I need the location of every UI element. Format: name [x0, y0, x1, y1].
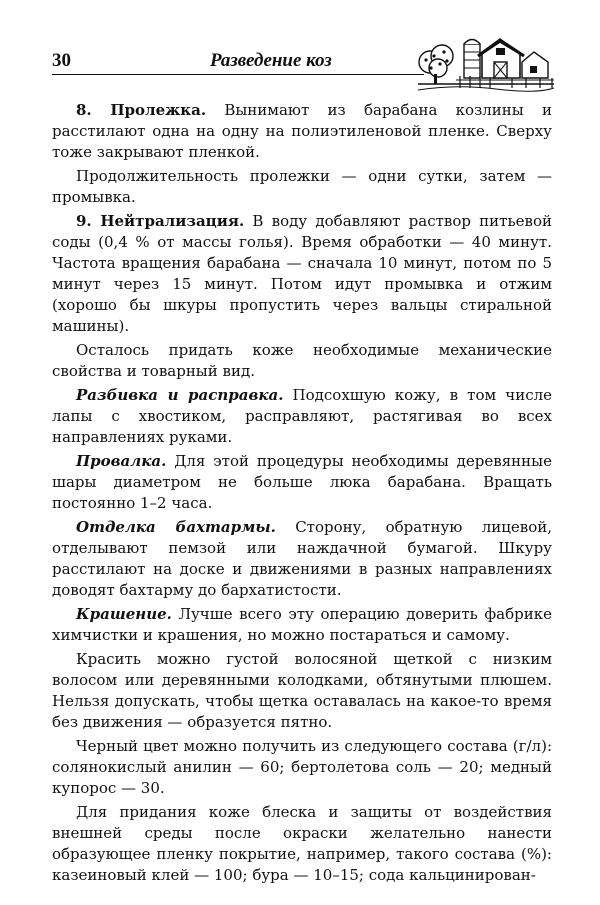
paragraph-text: Продолжительность пролежки — одни сутки, затем — промывка.	[52, 167, 552, 206]
paragraph	[52, 517, 552, 601]
paragraph-text: Подсохшую кожу, в том числе лапы с хвостиком, расправляют, растягивая во всех направлениях руками.	[52, 386, 552, 446]
paragraph	[52, 451, 552, 514]
paragraph-text: Красить можно густой волосяной щеткой с низким волосом или деревянными колодками, обтянутыми плюшем. Нельзя допускать, чтобы щетка оставалась на какое-то время без движения — образуется пятно.	[52, 650, 552, 731]
body-text	[52, 100, 552, 886]
paragraph	[52, 340, 552, 382]
step-heading: Разбивка и расправка.	[76, 386, 284, 404]
paragraph-text: Сторону, обратную лицевой, отделывают пемзой или наждачной бумагой. Шкуру расстилают на доске и движениями в разных направлениях доводят бахтарму до бархатистости.	[52, 518, 552, 599]
farm-illustration-icon	[416, 34, 556, 92]
paragraph-text: Для придания коже блеска и защиты от воздействия внешней среды после окраски желательно нанести образующее пленку покрытие, например, такого состава (%): казеиновый клей — 100; бура — 10–15; сода кальцинирован-	[52, 803, 552, 884]
page-header	[52, 34, 552, 96]
step-heading: Крашение.	[76, 605, 172, 623]
paragraph-text: Лучше всего эту операцию доверить фабрике химчистки и крашения, но можно постараться и самому.	[52, 605, 552, 644]
page-number: 30	[52, 50, 71, 71]
paragraph	[52, 166, 552, 208]
paragraph-text: Черный цвет можно получить из следующего состава (г/л): солянокислый анилин — 60; бертолетова соль — 20; медный купорос — 30.	[52, 737, 552, 797]
step-heading: 9. Нейтрализация.	[76, 212, 245, 230]
running-title: Разведение коз	[210, 50, 332, 71]
paragraph	[52, 736, 552, 799]
paragraph-text: Осталось придать коже необходимые механические свойства и товарный вид.	[52, 341, 552, 380]
step-heading: 8. Пролежка.	[76, 101, 207, 119]
paragraph-text: В воду добавляют раствор питьевой соды (0,4 % от массы голья). Время обработки — 40 минут. Частота вращения барабана — сначала 10 минут, потом по 5 минут через 15 минут. Потом идут промывка и отжим (хорошо бы шкуры пропустить через вальцы стиральной машины).	[52, 212, 552, 335]
paragraph	[52, 100, 552, 163]
step-heading: Отделка бахтармы.	[76, 518, 276, 536]
paragraph-text: Для этой процедуры необходимы деревянные шары диаметром не больше люка барабана. Вращать постоянно 1–2 часа.	[52, 452, 552, 512]
paragraph	[52, 211, 552, 337]
header-rule	[52, 74, 424, 75]
paragraph	[52, 802, 552, 886]
step-heading: Провалка.	[76, 452, 167, 470]
paragraph-text: Вынимают из барабана козлины и расстилают одна на одну на полиэтиленовой пленке. Сверху тоже закрывают пленкой.	[52, 101, 552, 161]
paragraph	[52, 604, 552, 646]
paragraph	[52, 385, 552, 448]
paragraph	[52, 649, 552, 733]
